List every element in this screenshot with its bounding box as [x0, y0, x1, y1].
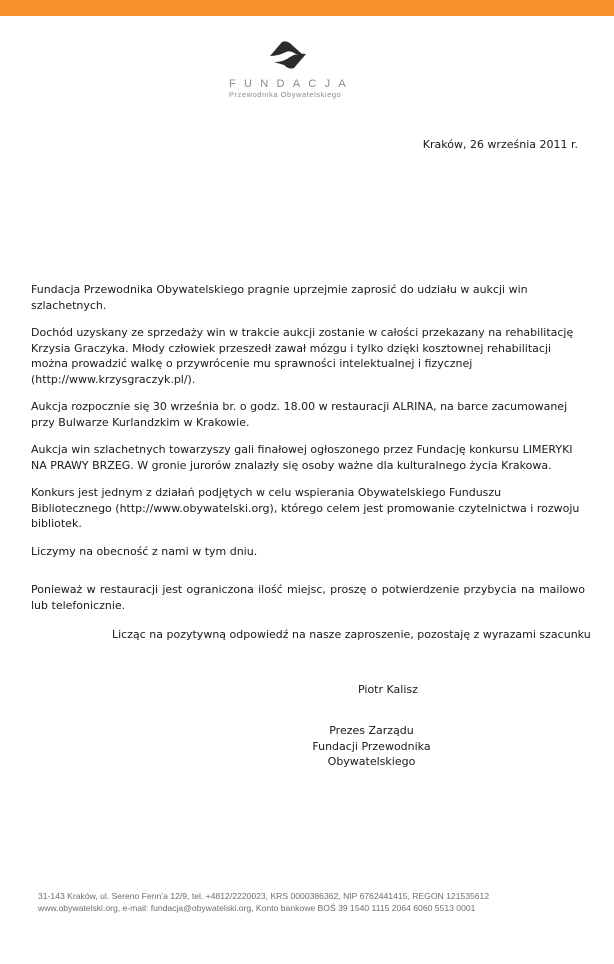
footer-address-line: 31-143 Kraków, ul. Sereno Fenn’a 12/9, tel. +4812/2220023, KRS 0000386362, NIP 6762441415, REGON 121535612: [38, 891, 490, 901]
paragraph-contest: Konkurs jest jednym z działań podjętych w celu wspierania Obywatelskiego Funduszu Bibliotecznego (http://www.obywatelski.org), którego celem jest promowanie czytelnictwa i rozwoju bibliotek.: [31, 486, 580, 530]
paragraph-rsvp: Ponieważ w restauracji jest ograniczona ilość miejsc, proszę o potwierdzenie przybycia na mailowo lub telefonicznie.: [31, 583, 585, 612]
paragraph-proceeds: Dochód uzyskany ze sprzedaży win w trakcie aukcji zostanie w całości przekazany na rehabilitację Krzysia Graczyka. Młody człowiek przeszedł zawał mózgu i tylko dzięki kosztownej rehabilitacji można prowadzić walkę o przywrócenie mu sprawności intelektualnej i fizycznej (http://www.krzysgraczyk.pl/).: [31, 326, 574, 386]
paragraph-gala: Aukcja win szlachetnych towarzyszy gali finałowej ogłoszonego przez Fundację konkursu LIMERYKI NA PRAWY BRZEG. W gronie jurorów znalazły się osoby ważne dla kulturalnego życia Krakowa.: [31, 443, 573, 472]
fundacja-wave-logo-icon: [266, 40, 310, 70]
footer-web-bank-line: www.obywatelski.org, e-mail: fundacja@obywatelski.org, Konto bankowe BOŚ 39 1540 1115 2064 6060 5513 0001: [38, 903, 476, 913]
paragraph-auction-time: Aukcja rozpocznie się 30 września br. o godz. 18.00 w restauracji ALRINA, na barce zacumowanej przy Bulwarze Kurlandzkim w Krakowie.: [31, 400, 568, 429]
signer-title: [274, 723, 469, 770]
signer-name: Piotr Kalisz: [358, 683, 418, 696]
letter-date: Kraków, 26 września 2011 r.: [422, 138, 578, 151]
paragraph-presence: Liczymy na obecność z nami w tym dniu.: [31, 544, 258, 558]
paragraph-invitation: Fundacja Przewodnika Obywatelskiego pragnie uprzejmie zaprosić do udziału w aukcji win szlachetnych.: [31, 283, 528, 312]
signer-title-line1: Prezes Zarządu: [329, 724, 414, 737]
logo-name: FUNDACJA: [229, 78, 355, 90]
letter-body: [31, 282, 585, 625]
footer-contact: [38, 890, 578, 914]
top-accent-bar: [0, 0, 614, 16]
signer-title-line2: Fundacji Przewodnika Obywatelskiego: [312, 739, 431, 768]
letter-closing: Licząc na pozytywną odpowiedź na nasze zaproszenie, pozostaję z wyrazami szacunku: [112, 628, 591, 641]
logo-subtitle: Przewodnika Obywatelskiego: [229, 90, 342, 99]
